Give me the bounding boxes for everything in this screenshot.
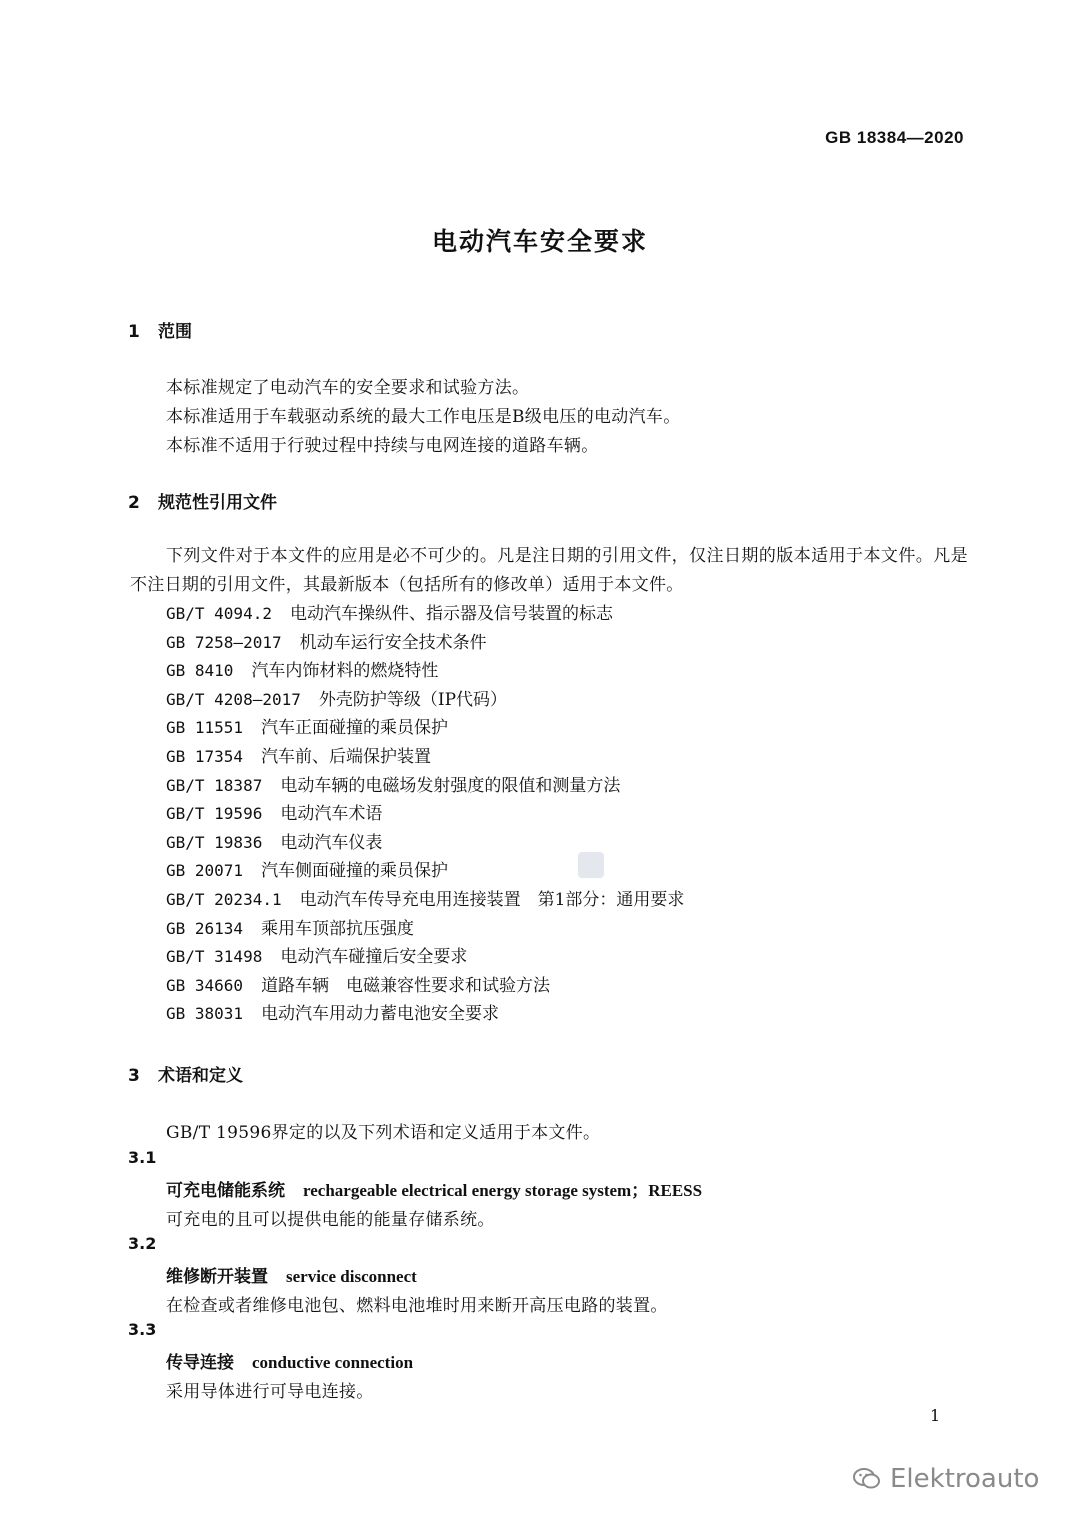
reference-code: GB/T 31498 — [166, 947, 263, 967]
reference-item — [166, 886, 684, 915]
reference-title: 电动汽车碰撞后安全要求 — [280, 947, 468, 968]
term-english: rechargeable electrical energy storage system；REESS — [303, 1181, 703, 1200]
term-heading — [166, 1262, 417, 1287]
reference-item — [166, 657, 684, 686]
reference-title: 电动汽车传导充电用连接装置 第1部分：通用要求 — [299, 889, 685, 910]
section-title: 范围 — [158, 322, 192, 342]
references-intro: 下列文件对于本文件的应用是必不可少的。凡是注日期的引用文件，仅注日期的版本适用于本文件。凡是不注日期的引用文件，其最新版本（包括所有的修改单）适用于本文件。 — [130, 546, 968, 595]
reference-code: GB/T 19836 — [166, 832, 263, 852]
scope-paragraph-3: 本标准不适用于行驶过程中持续与电网连接的道路车辆。 — [166, 436, 599, 456]
reference-code: GB 11551 — [166, 718, 244, 738]
section-number: 1 — [128, 322, 140, 342]
reference-title: 汽车侧面碰撞的乘员保护 — [261, 861, 449, 882]
reference-code: GB 8410 — [166, 661, 234, 681]
term-number: 3.1 — [128, 1148, 157, 1167]
reference-item — [166, 972, 684, 1001]
term-english: service disconnect — [286, 1267, 417, 1286]
reference-code: GB 17354 — [166, 746, 244, 766]
reference-list — [166, 600, 684, 1029]
reference-title: 汽车正面碰撞的乘员保护 — [261, 718, 449, 739]
reference-title: 外壳防护等级（IP代码） — [318, 689, 508, 710]
reference-code: GB 34660 — [166, 975, 244, 995]
wechat-icon — [852, 1466, 882, 1492]
reference-item — [166, 943, 684, 972]
reference-title: 机动车运行安全技术条件 — [299, 632, 487, 653]
reference-item — [166, 743, 684, 772]
section-title: 规范性引用文件 — [158, 493, 277, 513]
scope-paragraph-1: 本标准规定了电动汽车的安全要求和试验方法。 — [166, 378, 530, 398]
reference-code: GB 38031 — [166, 1004, 244, 1024]
reference-item — [166, 1000, 684, 1029]
reference-title: 乘用车顶部抗压强度 — [261, 918, 415, 939]
watermark — [852, 1464, 1039, 1494]
page-title: 电动汽车安全要求 — [431, 227, 648, 256]
reference-title: 电动车辆的电磁场发射强度的限值和测量方法 — [280, 775, 621, 796]
section-1-heading — [128, 317, 192, 342]
scope-paragraph-2: 本标准适用于车载驱动系统的最大工作电压是B级电压的电动汽车。 — [166, 407, 681, 427]
section-title: 术语和定义 — [158, 1066, 243, 1086]
reference-item — [166, 857, 684, 886]
reference-item — [166, 800, 684, 829]
term-chinese: 可充电储能系统 — [166, 1181, 285, 1201]
reference-item — [166, 629, 684, 658]
reference-item — [166, 600, 684, 629]
section-2-heading — [128, 488, 277, 513]
term-heading — [166, 1348, 413, 1373]
section-3-heading — [128, 1061, 243, 1086]
terms-intro: GB/T 19596界定的以及下列术语和定义适用于本文件。 — [166, 1123, 601, 1143]
reference-code: GB/T 4208—2017 — [166, 689, 301, 709]
reference-code: GB 7258—2017 — [166, 632, 282, 652]
reference-code: GB/T 18387 — [166, 775, 263, 795]
term-number: 3.2 — [128, 1234, 157, 1253]
reference-item — [166, 772, 684, 801]
term-definition: 在检查或者维修电池包、燃料电池堆时用来断开高压电路的装置。 — [166, 1296, 668, 1316]
term-chinese: 传导连接 — [166, 1353, 234, 1373]
reference-code: GB/T 20234.1 — [166, 889, 282, 909]
reference-title: 电动汽车仪表 — [280, 832, 383, 853]
watermark-text: Elektroauto — [890, 1464, 1040, 1494]
reference-title: 道路车辆 电磁兼容性要求和试验方法 — [261, 975, 551, 996]
reference-title: 电动汽车术语 — [280, 804, 383, 825]
term-heading — [166, 1176, 702, 1201]
term-definition: 可充电的且可以提供电能的能量存储系统。 — [166, 1210, 495, 1230]
reference-item — [166, 829, 684, 858]
stamp-mark — [578, 852, 604, 878]
reference-title: 汽车前、后端保护装置 — [261, 746, 432, 767]
reference-title: 电动汽车操纵件、指示器及信号装置的标志 — [289, 604, 613, 624]
page-number: 1 — [930, 1406, 941, 1425]
reference-code: GB/T 19596 — [166, 804, 263, 824]
reference-code: GB 26134 — [166, 918, 244, 938]
reference-code: GB 20071 — [166, 861, 244, 881]
reference-title: 电动汽车用动力蓄电池安全要求 — [261, 1004, 500, 1025]
term-chinese: 维修断开装置 — [166, 1267, 268, 1287]
term-english: conductive connection — [252, 1353, 414, 1372]
reference-item — [166, 714, 684, 743]
term-number: 3.3 — [128, 1320, 157, 1339]
reference-code: GB/T 4094.2 — [166, 604, 272, 623]
reference-title: 汽车内饰材料的燃烧特性 — [251, 661, 439, 682]
reference-item — [166, 915, 684, 944]
term-definition: 采用导体进行可导电连接。 — [166, 1382, 374, 1402]
section-number: 3 — [128, 1066, 140, 1086]
section-number: 2 — [128, 493, 140, 513]
reference-item — [166, 686, 684, 715]
standard-number: GB 18384—2020 — [825, 128, 964, 147]
